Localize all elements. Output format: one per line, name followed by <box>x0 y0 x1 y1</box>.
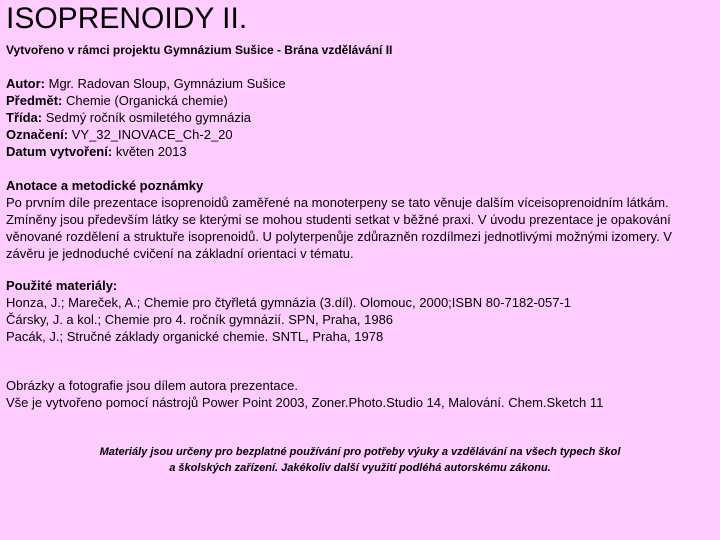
page-title: ISOPRENOIDY II. <box>6 2 248 35</box>
meta-author <box>6 75 286 92</box>
meta-label: Datum vytvoření: <box>6 144 113 159</box>
meta-value: květen 2013 <box>112 144 187 159</box>
annotation-block <box>6 177 714 262</box>
meta-label: Označení: <box>6 127 69 142</box>
material-item: Honza, J.; Mareček, A.; Chemie pro čtyřletá gymnázia (3.díl). Olomouc, 2000;ISBN 80-7182-057-1 <box>6 295 572 310</box>
images-note-block <box>6 377 603 411</box>
images-note-line: Obrázky a fotografie jsou dílem autora prezentace. <box>6 378 298 393</box>
project-subtitle: Vytvořeno v rámci projektu Gymnázium Sušice - Brána vzdělávání II <box>6 43 393 57</box>
material-item: Čársky, J. a kol.; Chemie pro 4. ročník gymnázií. SPN, Praha, 1986 <box>6 312 394 327</box>
meta-value: Chemie (Organická chemie) <box>62 93 228 108</box>
annotation-text: Po prvním díle prezentace isoprenoidů zaměřené na monoterpeny se tato věnuje dalším víceisoprenoidním látkám. Zmíněny jsou především látky se kterými se mohou studenti setkat v běžné praxi. V úvodu prezentace je opakování věnované rozdělení a struktuře isoprenoidů. U polyterpenůje zdůrazněn rozdílmezi jednotlivými možnými izomery. V závěru je jednoduché cvičení na základní orientaci v tématu. <box>6 195 672 261</box>
annotation-heading: Anotace a metodické poznámky <box>6 178 204 193</box>
meta-label: Autor: <box>6 76 45 91</box>
meta-value: Sedmý ročník osmiletého gymnázia <box>42 110 251 125</box>
meta-label: Předmět: <box>6 93 63 108</box>
meta-label: Třída: <box>6 110 43 125</box>
meta-code <box>6 126 286 143</box>
meta-subject <box>6 92 286 109</box>
meta-value: Mgr. Radovan Sloup, Gymnázium Sušice <box>45 76 286 91</box>
metadata-block <box>6 75 286 160</box>
images-note-line: Vše je vytvořeno pomocí nástrojů Power Point 2003, Zoner.Photo.Studio 14, Malování. Chem.Sketch 11 <box>6 395 604 410</box>
materials-heading: Použité materiály: <box>6 278 118 293</box>
footer-line: a školských zařízení. Jakékoliv další využití podléhá autorskému zákonu. <box>169 462 551 474</box>
license-footer <box>30 444 690 476</box>
meta-date <box>6 143 286 160</box>
materials-block <box>6 277 571 345</box>
meta-class <box>6 109 286 126</box>
material-item: Pacák, J.; Stručné základy organické chemie. SNTL, Praha, 1978 <box>6 329 384 344</box>
meta-value: VY_32_INOVACE_Ch-2_20 <box>68 127 233 142</box>
footer-line: Materiály jsou určeny pro bezplatné používání pro potřeby výuky a vzdělávání na všech typech škol <box>99 446 621 458</box>
